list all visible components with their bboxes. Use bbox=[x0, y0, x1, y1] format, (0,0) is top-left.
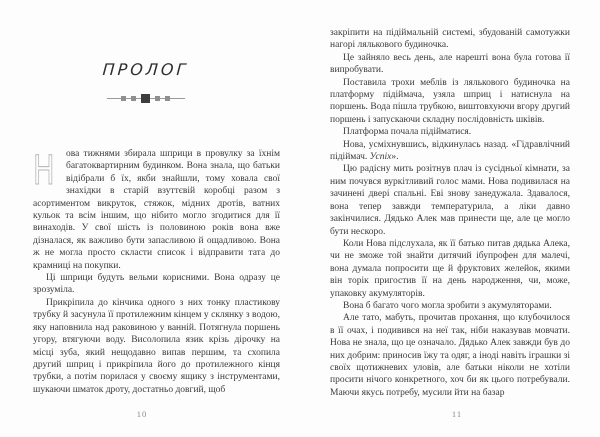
svg-text:Н: Н bbox=[33, 150, 55, 187]
paragraph bbox=[33, 148, 280, 272]
text-run: Коли Нова підслухала, як її батько питав дядька Алека, чи не зможе той знайти дитячий ібупрофен для малечі, вона думала попросити ще й фруктових желейок, якими він торік пригостив її на день народження, чи, може, упаковку акумуляторів. bbox=[330, 238, 570, 299]
text-run: ова тижнями збирала шприци в провулку за їхнім багатоквартирним будинком. Вона знала, що батьки відібрали б їх, якби знайшли, тому ховала свої знахідки в старій взуттєвій коробці разом з асортиментом викруток, стяжок, мідних дротів, ватних кульок та всім іншим, що нібито могло згодитися для її винаходів. У свої шість із половиною років вона вже дізналася, як важливо бути запасливою й ощадливою. Вона ж не могла просто скласти список і відправити тата до крамниці на покупки. bbox=[33, 149, 280, 271]
ornament-square-icon bbox=[121, 96, 126, 101]
text-run: ». bbox=[391, 152, 399, 163]
paragraph bbox=[330, 163, 570, 237]
right-page-text bbox=[330, 27, 570, 399]
paragraph bbox=[330, 52, 570, 77]
chapter-heading: ПРОЛОГ bbox=[101, 60, 190, 79]
text-run: закріпити на підіймальній системі, збудованій самотужки нагорі лялькового будиночка. bbox=[330, 28, 570, 51]
text-run: Нова, усміхнувшись, відкинулась назад. «Гідравлічний підіймач. bbox=[330, 139, 570, 163]
paragraph bbox=[330, 27, 570, 52]
paragraph bbox=[33, 272, 280, 297]
text-run: Платформа почала підійматися. bbox=[343, 127, 472, 138]
page-number-right: 11 bbox=[451, 409, 463, 419]
paragraph bbox=[33, 297, 280, 396]
paragraph bbox=[330, 139, 570, 164]
text-run: Але тато, мабуть, прочитав прохання, що клубочилося в її очах, і подивився на неї так, ніби наказував мовчати. Нова не знала, що це означало. Дядько Алек завжди був до них добрим: приносив їжу та одяг, а іноді навіть іграшки зі своїх щотижневих уловів, але батьки ніколи не хотіли просити нічого конкретного, хоч би як цього потребували. Маючи якусь потребу, мусили йти на базар bbox=[330, 313, 570, 398]
emphasized-text: Успіх bbox=[369, 152, 392, 163]
text-run: Ці шприци будуть вельми корисними. Вона одразу це зрозуміла. bbox=[33, 273, 280, 296]
ornament-square-icon bbox=[131, 96, 136, 101]
drop-cap-letter bbox=[33, 150, 60, 187]
paragraph bbox=[330, 300, 570, 312]
ornament-square-icon bbox=[165, 96, 170, 101]
page-number-left: 10 bbox=[136, 409, 148, 419]
text-run: Прикріпила до кінчика одного з них тонку пластикову трубку й засунула її протилежним кінцем у склянку з водою, яку наповнила над раковиною у ванній. Потягнула поршень угору, втягуючи воду. Висолопила язик крізь дірочку на місці зуба, який нещодавно випав першим, та схопила другий шприц і прикріпила його до протилежного кінця трубки, а потім порилася у своєму ящику з інструментами, шукаючи шматок дроту, достатньо довгий, щоб bbox=[33, 297, 280, 395]
text-run: Поставила трохи меблів із лялькового будиночка на платформу підіймача, узяла шприц і натиснула на поршень. Вода пішла трубкою, виштовхуючи вгору другий поршень і запускаючи складну послідовність шківів. bbox=[330, 77, 570, 125]
chapter-ornament-icon bbox=[107, 93, 185, 103]
paragraph bbox=[330, 77, 570, 127]
ornament-center-square-icon bbox=[141, 94, 150, 103]
text-run: Цю радісну мить розітнув плач із сусідньої кімнати, за ним почувся вуркітливий голос мами. Нова подивилася на зачинені двері спальні. Еві знову занедужала. Здавалося, вона тепер завжди температурила, а ліки давно закінчилися. Дядько Алек мав принести ще, але це могло бути нескоро. bbox=[330, 164, 570, 237]
paragraph bbox=[330, 126, 570, 138]
ornament-squares bbox=[107, 93, 185, 103]
text-run: Вона б багато чого могла зробити з акумуляторами. bbox=[343, 300, 552, 311]
left-page-text bbox=[33, 148, 280, 396]
paragraph bbox=[330, 238, 570, 300]
paragraph bbox=[330, 312, 570, 399]
text-run: Це зайняло весь день, але нарешті вона була готова її випробувати. bbox=[330, 52, 570, 76]
ornament-square-icon bbox=[155, 96, 160, 101]
chapter-header bbox=[33, 60, 258, 103]
